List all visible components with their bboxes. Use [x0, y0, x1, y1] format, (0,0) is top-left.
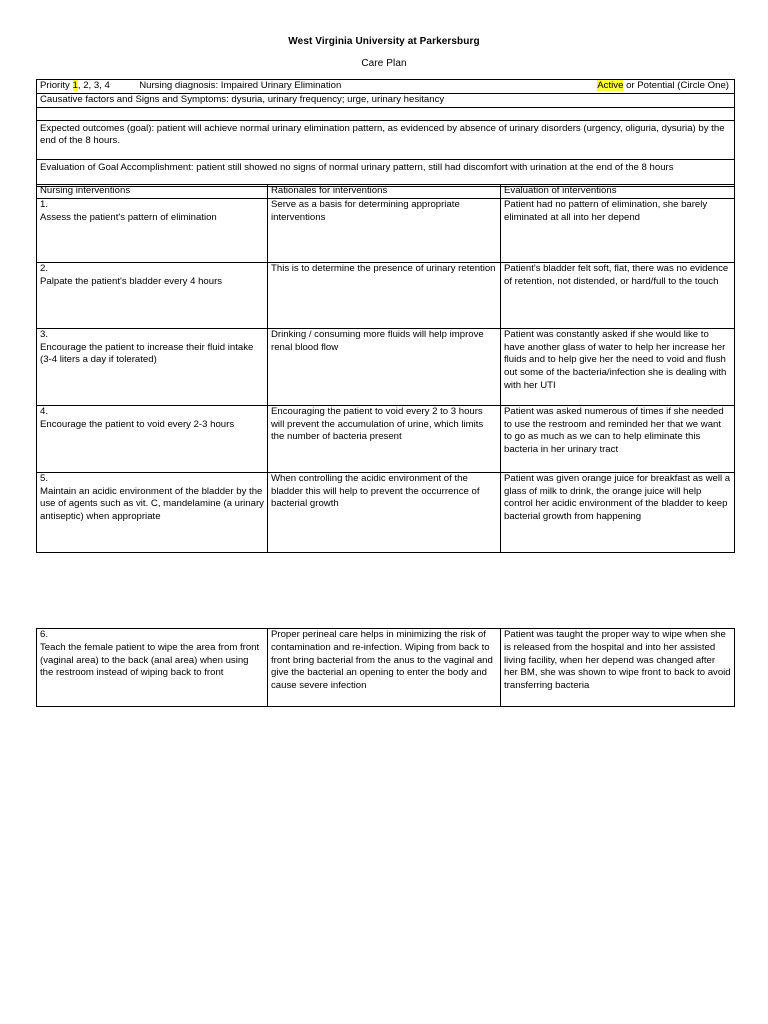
intervention-text: Palpate the patient's bladder every 4 hours [40, 275, 223, 287]
causative-factors: Causative factors and Signs and Symptoms: dysuria, urinary frequency; urge, urinary hesitancy [37, 93, 735, 107]
priority-selected: 1 [72, 80, 78, 91]
row-number: 1. [40, 198, 49, 210]
priority-diagnosis [40, 80, 341, 93]
causative-row [37, 93, 735, 107]
table-row [37, 262, 735, 328]
table-row [37, 198, 735, 262]
rationale-text: Drinking / consuming more fluids will help improve renal blood flow [268, 328, 501, 405]
evaluation-text: Patient was asked numerous of times if she needed to use the restroom and reminded her that we want to go as much as we can to help eliminate this bacteria in her urinary tract [501, 405, 735, 472]
table-row [37, 472, 735, 552]
priority-options: , 2, 3, 4 [77, 80, 110, 91]
row-number: 6. [40, 629, 49, 640]
priority-label: Priority [40, 80, 73, 91]
rationale-text: When controlling the acidic environment of the bladder this will help to prevent the occurrence of bacterial growth [268, 472, 501, 552]
rationale-text: Proper perineal care helps in minimizing the risk of contamination and re-infection. Wiping from back to front bring bacterial from the anus to the vaginal and give the bacterial an opening to enter the body and cause severe infection [268, 629, 501, 707]
col-rationales: Rationales for interventions [268, 185, 501, 199]
interventions-table-continued [36, 628, 735, 707]
expected-row [37, 120, 735, 159]
nursing-diagnosis: Nursing diagnosis: Impaired Urinary Elimination [139, 80, 342, 91]
intervention-text: Encourage the patient to void every 2-3 hours [40, 418, 235, 430]
evaluation-text: Patient had no pattern of elimination, she barely eliminated at all into her depend [501, 198, 735, 262]
active-potential [597, 80, 729, 93]
intervention-text: Encourage the patient to increase their fluid intake (3-4 liters a day if tolerated) [40, 341, 254, 366]
active-selected: Active [597, 80, 624, 91]
evaluation-text: Patient was given orange juice for breakfast as well a glass of milk to drink, the orange juice will help control her acidic environment of the bladder to keep bacterial growth from happening [501, 472, 735, 552]
row-number: 5. [40, 472, 49, 484]
rationale-text: This is to determine the presence of urinary retention [268, 262, 501, 328]
evaluation-text: Patient was taught the proper way to wipe when she is released from the hospital and into her assisted living facility, when her depend was changed after her BM, she was shown to wipe front to back to avoid transferring bacteria [501, 629, 735, 707]
care-plan-header-table [36, 79, 735, 187]
evaluation-row [37, 159, 735, 186]
intervention-text: Teach the female patient to wipe the area from front (vaginal area) to the back (anal area) when using the restroom instead of wiping back to front [40, 641, 260, 679]
row-number: 4. [40, 405, 49, 417]
blank-row [37, 107, 735, 120]
table-row [37, 405, 735, 472]
row-number: 2. [40, 262, 49, 274]
evaluation-text: Patient's bladder felt soft, flat, there was no evidence of retention, not distended, or hard/full to the touch [501, 262, 735, 328]
intervention-text: Maintain an acidic environment of the bladder by the use of agents such as vit. C, mandelamine (a urinary antiseptic) when appropriate [40, 485, 264, 523]
intervention-text: Assess the patient's pattern of elimination [40, 211, 217, 223]
col-evaluations: Evaluation of interventions [501, 185, 735, 199]
document-title: Care Plan [361, 58, 407, 69]
column-header-row [37, 185, 735, 199]
goal-evaluation: Evaluation of Goal Accomplishment: patient still showed no signs of normal urinary pattern, still had discomfort with urination at the end of the 8 hours [37, 159, 735, 186]
rationale-text: Encouraging the patient to void every 2 to 3 hours will prevent the accumulation of urine, which limits the number of bacteria present [268, 405, 501, 472]
school-name: West Virginia University at Parkersburg [288, 36, 480, 47]
table-row [37, 629, 735, 707]
expected-outcomes: Expected outcomes (goal): patient will achieve normal urinary elimination pattern, as evidenced by absence of urinary disorders (urgency, oliguria, dysuria) by the end of the 8 hours. [37, 120, 735, 159]
evaluation-text: Patient was constantly asked if she would like to have another glass of water to help her increase her fluids and to help give her the need to void and flush out some of the bacteria/infection she is dealing with with her UTI [501, 328, 735, 405]
potential-label: or Potential (Circle One) [623, 80, 729, 91]
row-number: 3. [40, 328, 49, 340]
rationale-text: Serve as a basis for determining appropriate interventions [268, 198, 501, 262]
table-row [37, 328, 735, 405]
col-interventions: Nursing interventions [37, 185, 268, 199]
priority-row [37, 80, 735, 94]
interventions-table [36, 184, 735, 553]
